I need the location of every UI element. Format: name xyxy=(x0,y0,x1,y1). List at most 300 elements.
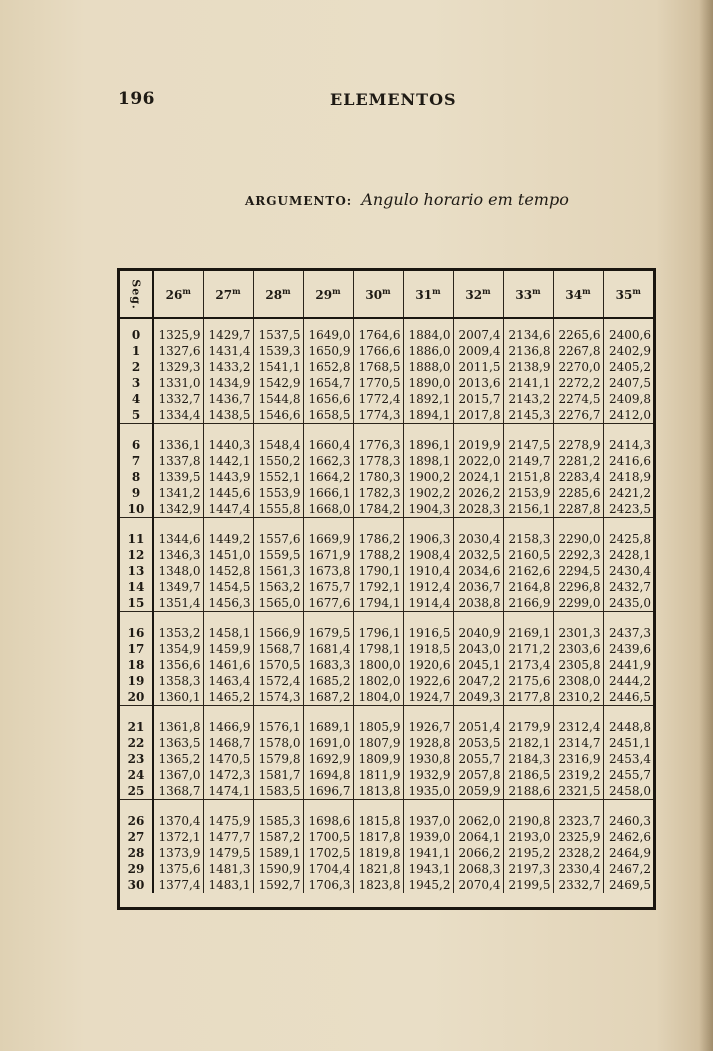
value-cell: 2464,9 xyxy=(609,846,651,860)
separator-cell xyxy=(453,706,503,720)
separator-cell xyxy=(153,318,203,327)
table-row xyxy=(120,813,653,829)
value-cell: 1941,1 xyxy=(403,845,453,861)
minute-header-number: 35 xyxy=(615,288,633,302)
value-cell: 1823,8 xyxy=(353,877,403,893)
value-cell: 1918,5 xyxy=(403,641,453,657)
value-cell: 2059,9 xyxy=(453,783,503,800)
value-cell: 2156,1 xyxy=(503,501,553,518)
value-cell: 1541,1 xyxy=(253,359,303,375)
seconds-cell: 6 xyxy=(120,437,153,453)
value-cell: 1461,6 xyxy=(203,657,253,673)
separator-cell xyxy=(353,612,403,626)
table-body xyxy=(120,318,653,893)
seconds-cell: 8 xyxy=(120,469,153,485)
value-cell: 2047,2 xyxy=(453,673,503,689)
value-cell: 1784,2 xyxy=(353,501,403,518)
table-row xyxy=(120,829,653,845)
value-cell: 1675,7 xyxy=(303,579,353,595)
value-cell: 1916,5 xyxy=(403,625,453,641)
value-cell: 1440,3 xyxy=(203,437,253,453)
value-cell: 2294,5 xyxy=(553,563,603,579)
table-row xyxy=(120,563,653,579)
value-cell: 2462,6 xyxy=(609,830,651,844)
value-cell: 2141,1 xyxy=(503,375,553,391)
value-cell: 1377,4 xyxy=(153,877,203,893)
value-cell: 1935,0 xyxy=(403,783,453,800)
table-row xyxy=(120,751,653,767)
value-cell: 2049,3 xyxy=(453,689,503,706)
value-cell: 1589,1 xyxy=(253,845,303,861)
value-cell: 1331,0 xyxy=(153,375,203,391)
value-cell: 1943,1 xyxy=(403,861,453,877)
value-cell: 2040,9 xyxy=(453,625,503,641)
value-cell: 1652,8 xyxy=(303,359,353,375)
value-cell: 2299,0 xyxy=(553,595,603,612)
value-cell: 2134,6 xyxy=(503,327,553,343)
value-cell: 2290,0 xyxy=(553,531,603,547)
separator-cell xyxy=(153,612,203,626)
value-cell: 2062,0 xyxy=(453,813,503,829)
value-cell: 1821,8 xyxy=(353,861,403,877)
value-cell: 1658,5 xyxy=(303,407,353,424)
value-cell: 2028,3 xyxy=(453,501,503,518)
value-cell: 1914,4 xyxy=(403,595,453,612)
value-cell: 1351,4 xyxy=(153,595,203,612)
seconds-cell: 23 xyxy=(120,751,153,767)
value-cell: 1544,8 xyxy=(253,391,303,407)
value-cell: 2158,3 xyxy=(503,531,553,547)
separator-cell xyxy=(403,424,453,438)
value-cell: 1786,2 xyxy=(353,531,403,547)
group-separator xyxy=(120,706,653,720)
value-cell: 2272,2 xyxy=(553,375,603,391)
value-cell: 1451,0 xyxy=(203,547,253,563)
value-cell: 2305,8 xyxy=(553,657,603,673)
separator-cell xyxy=(453,800,503,814)
value-cell: 1431,4 xyxy=(203,343,253,359)
value-cell: 1811,9 xyxy=(353,767,403,783)
value-cell: 1662,3 xyxy=(303,453,353,469)
value-cell: 1325,9 xyxy=(153,327,203,343)
value-cell: 1590,9 xyxy=(253,861,303,877)
value-cell: 2195,2 xyxy=(503,845,553,861)
running-title: ELEMENTOS xyxy=(330,90,457,109)
value-cell: 2285,6 xyxy=(553,485,603,501)
value-cell: 2015,7 xyxy=(453,391,503,407)
value-cell: 1367,0 xyxy=(153,767,203,783)
value-cell: 1327,6 xyxy=(153,343,203,359)
value-cell: 1668,0 xyxy=(303,501,353,518)
value-cell: 2416,6 xyxy=(609,454,651,468)
value-cell: 1704,4 xyxy=(303,861,353,877)
value-cell: 2151,8 xyxy=(503,469,553,485)
value-cell: 1433,2 xyxy=(203,359,253,375)
value-cell: 1920,6 xyxy=(403,657,453,673)
table-row xyxy=(120,861,653,877)
value-cell: 1353,2 xyxy=(153,625,203,641)
minute-column-header xyxy=(553,271,603,318)
value-cell: 1685,2 xyxy=(303,673,353,689)
group-separator xyxy=(120,800,653,814)
separator-cell xyxy=(120,318,153,327)
value-cell: 2469,5 xyxy=(609,878,651,892)
value-cell: 1788,2 xyxy=(353,547,403,563)
value-cell: 2439,6 xyxy=(609,642,651,656)
seconds-cell: 22 xyxy=(120,735,153,751)
seconds-cell: 12 xyxy=(120,547,153,563)
minute-column-header xyxy=(353,271,403,318)
separator-cell xyxy=(303,518,353,532)
hour-angle-table xyxy=(120,271,653,893)
separator-cell xyxy=(203,800,253,814)
value-cell: 2147,5 xyxy=(503,437,553,453)
value-cell: 1470,5 xyxy=(203,751,253,767)
value-cell: 2193,0 xyxy=(503,829,553,845)
separator-cell xyxy=(203,518,253,532)
value-cell: 1436,7 xyxy=(203,391,253,407)
seconds-column-header xyxy=(120,271,153,318)
table-row xyxy=(120,641,653,657)
value-cell: 2186,5 xyxy=(503,767,553,783)
value-cell: 2066,2 xyxy=(453,845,503,861)
value-cell: 1660,4 xyxy=(303,437,353,453)
minute-header-unit: m xyxy=(232,286,241,296)
value-cell: 1770,5 xyxy=(353,375,403,391)
seconds-cell: 13 xyxy=(120,563,153,579)
value-cell: 1900,2 xyxy=(403,469,453,485)
value-cell: 1700,5 xyxy=(303,829,353,845)
value-cell: 2467,2 xyxy=(609,862,651,876)
value-cell: 1766,6 xyxy=(353,343,403,359)
value-cell: 2458,0 xyxy=(609,784,651,798)
value-cell: 1656,6 xyxy=(303,391,353,407)
value-cell: 2330,4 xyxy=(553,861,603,877)
minute-header-number: 28 xyxy=(265,288,283,302)
value-cell: 1370,4 xyxy=(153,813,203,829)
value-cell: 2169,1 xyxy=(503,625,553,641)
separator-cell xyxy=(603,800,653,814)
page-number: 196 xyxy=(118,89,155,109)
value-cell: 2070,4 xyxy=(453,877,503,893)
value-cell: 2437,3 xyxy=(609,626,651,640)
value-cell: 1443,9 xyxy=(203,469,253,485)
table-row xyxy=(120,469,653,485)
seconds-cell: 27 xyxy=(120,829,153,845)
value-cell: 2019,9 xyxy=(453,437,503,453)
value-cell: 1898,1 xyxy=(403,453,453,469)
value-cell: 2068,3 xyxy=(453,861,503,877)
separator-cell xyxy=(403,612,453,626)
value-cell: 1449,2 xyxy=(203,531,253,547)
value-cell: 1561,3 xyxy=(253,563,303,579)
separator-cell xyxy=(353,800,403,814)
table-row xyxy=(120,437,653,453)
value-cell: 1368,7 xyxy=(153,783,203,800)
value-cell: 1930,8 xyxy=(403,751,453,767)
minute-header-unit: m xyxy=(582,286,591,296)
value-cell: 1483,1 xyxy=(203,877,253,893)
value-cell: 1539,3 xyxy=(253,343,303,359)
value-cell: 1912,4 xyxy=(403,579,453,595)
value-cell: 1334,4 xyxy=(153,407,203,424)
value-cell: 1790,1 xyxy=(353,563,403,579)
value-cell: 2405,2 xyxy=(609,360,651,374)
value-cell: 2057,8 xyxy=(453,767,503,783)
value-cell: 1664,2 xyxy=(303,469,353,485)
value-cell: 1356,6 xyxy=(153,657,203,673)
value-cell: 1458,1 xyxy=(203,625,253,641)
value-cell: 1782,3 xyxy=(353,485,403,501)
value-cell: 1892,1 xyxy=(403,391,453,407)
seconds-cell: 28 xyxy=(120,845,153,861)
value-cell: 2143,2 xyxy=(503,391,553,407)
value-cell: 1677,6 xyxy=(303,595,353,612)
separator-cell xyxy=(553,800,603,814)
value-cell: 1904,3 xyxy=(403,501,453,518)
value-cell: 1945,2 xyxy=(403,877,453,893)
minute-header-number: 30 xyxy=(365,288,383,302)
value-cell: 2160,5 xyxy=(503,547,553,563)
value-cell: 2455,7 xyxy=(609,768,651,782)
value-cell: 1587,2 xyxy=(253,829,303,845)
value-cell: 2453,4 xyxy=(609,752,651,766)
value-cell: 1683,3 xyxy=(303,657,353,673)
separator-cell xyxy=(253,518,303,532)
separator-cell xyxy=(153,706,203,720)
value-cell: 1583,5 xyxy=(253,783,303,800)
value-cell: 1459,9 xyxy=(203,641,253,657)
seconds-cell: 5 xyxy=(120,407,153,424)
value-cell: 1438,5 xyxy=(203,407,253,424)
value-cell: 2145,3 xyxy=(503,407,553,424)
value-cell: 1673,8 xyxy=(303,563,353,579)
value-cell: 1906,3 xyxy=(403,531,453,547)
table-row xyxy=(120,359,653,375)
value-cell: 1466,9 xyxy=(203,719,253,735)
minute-header-unit: m xyxy=(182,286,191,296)
value-cell: 1354,9 xyxy=(153,641,203,657)
value-cell: 1454,5 xyxy=(203,579,253,595)
value-cell: 2407,5 xyxy=(609,376,651,390)
value-cell: 1910,4 xyxy=(403,563,453,579)
table-row xyxy=(120,783,653,800)
value-cell: 1329,3 xyxy=(153,359,203,375)
value-cell: 1807,9 xyxy=(353,735,403,751)
separator-cell xyxy=(403,800,453,814)
separator-cell xyxy=(553,424,603,438)
minute-header-unit: m xyxy=(282,286,291,296)
separator-cell xyxy=(403,706,453,720)
table-row xyxy=(120,719,653,735)
value-cell: 1764,6 xyxy=(353,327,403,343)
value-cell: 1706,3 xyxy=(303,877,353,893)
value-cell: 1553,9 xyxy=(253,485,303,501)
value-cell: 1922,6 xyxy=(403,673,453,689)
value-cell: 2418,9 xyxy=(609,470,651,484)
value-cell: 1669,9 xyxy=(303,531,353,547)
value-cell: 1566,9 xyxy=(253,625,303,641)
seconds-cell: 26 xyxy=(120,813,153,829)
separator-cell xyxy=(120,424,153,438)
value-cell: 2301,3 xyxy=(553,625,603,641)
value-cell: 2053,5 xyxy=(453,735,503,751)
value-cell: 1798,1 xyxy=(353,641,403,657)
separator-cell xyxy=(203,424,253,438)
minute-column-header xyxy=(153,271,203,318)
value-cell: 1774,3 xyxy=(353,407,403,424)
group-separator xyxy=(120,518,653,532)
table-row xyxy=(120,343,653,359)
value-cell: 2013,6 xyxy=(453,375,503,391)
value-cell: 1888,0 xyxy=(403,359,453,375)
value-cell: 2425,8 xyxy=(609,532,651,546)
value-cell: 1429,7 xyxy=(203,327,253,343)
separator-cell xyxy=(603,612,653,626)
value-cell: 1890,0 xyxy=(403,375,453,391)
value-cell: 1813,8 xyxy=(353,783,403,800)
value-cell: 2421,2 xyxy=(609,486,651,500)
value-cell: 1902,2 xyxy=(403,485,453,501)
value-cell: 2017,8 xyxy=(453,407,503,424)
separator-cell xyxy=(503,518,553,532)
seconds-cell: 4 xyxy=(120,391,153,407)
value-cell: 1576,1 xyxy=(253,719,303,735)
seconds-cell: 11 xyxy=(120,531,153,547)
seconds-cell: 10 xyxy=(120,501,153,518)
value-cell: 1550,2 xyxy=(253,453,303,469)
value-cell: 1692,9 xyxy=(303,751,353,767)
value-cell: 1568,7 xyxy=(253,641,303,657)
table-row xyxy=(120,453,653,469)
value-cell: 1552,1 xyxy=(253,469,303,485)
separator-cell xyxy=(120,518,153,532)
value-cell: 1592,7 xyxy=(253,877,303,893)
value-cell: 1447,4 xyxy=(203,501,253,518)
separator-cell xyxy=(503,424,553,438)
seconds-header-label: Seg. xyxy=(129,279,143,310)
value-cell: 1542,9 xyxy=(253,375,303,391)
value-cell: 1679,5 xyxy=(303,625,353,641)
value-cell: 2296,8 xyxy=(553,579,603,595)
argument-text: Angulo horario em tempo xyxy=(361,190,569,209)
value-cell: 1339,5 xyxy=(153,469,203,485)
value-cell: 1702,5 xyxy=(303,845,353,861)
value-cell: 1456,3 xyxy=(203,595,253,612)
minute-column-header xyxy=(403,271,453,318)
minute-column-header xyxy=(203,271,253,318)
value-cell: 1579,8 xyxy=(253,751,303,767)
value-cell: 1548,4 xyxy=(253,437,303,453)
table-row xyxy=(120,767,653,783)
value-cell: 1926,7 xyxy=(403,719,453,735)
value-cell: 2323,7 xyxy=(553,813,603,829)
value-cell: 1884,0 xyxy=(403,327,453,343)
value-cell: 1477,7 xyxy=(203,829,253,845)
separator-cell xyxy=(120,706,153,720)
minute-column-header xyxy=(503,271,553,318)
value-cell: 1778,3 xyxy=(353,453,403,469)
value-cell: 2278,9 xyxy=(553,437,603,453)
value-cell: 2281,2 xyxy=(553,453,603,469)
table-row xyxy=(120,657,653,673)
value-cell: 2179,9 xyxy=(503,719,553,735)
separator-cell xyxy=(603,424,653,438)
value-cell: 1772,4 xyxy=(353,391,403,407)
page-edge-shadow xyxy=(699,0,713,1051)
value-cell: 1474,1 xyxy=(203,783,253,800)
group-separator xyxy=(120,612,653,626)
separator-cell xyxy=(120,800,153,814)
separator-cell xyxy=(403,318,453,327)
value-cell: 2448,8 xyxy=(609,720,651,734)
separator-cell xyxy=(253,706,303,720)
seconds-cell: 14 xyxy=(120,579,153,595)
value-cell: 1375,6 xyxy=(153,861,203,877)
value-cell: 2034,6 xyxy=(453,563,503,579)
value-cell: 2184,3 xyxy=(503,751,553,767)
table-row xyxy=(120,877,653,893)
table-frame xyxy=(117,268,656,910)
value-cell: 1341,2 xyxy=(153,485,203,501)
value-cell: 1555,8 xyxy=(253,501,303,518)
value-cell: 2265,6 xyxy=(553,327,603,343)
minute-header-number: 32 xyxy=(465,288,483,302)
value-cell: 2414,3 xyxy=(609,438,651,452)
value-cell: 1348,0 xyxy=(153,563,203,579)
minute-header-number: 34 xyxy=(565,288,583,302)
separator-cell xyxy=(403,518,453,532)
value-cell: 1442,1 xyxy=(203,453,253,469)
value-cell: 1800,0 xyxy=(353,657,403,673)
value-cell: 1696,7 xyxy=(303,783,353,800)
value-cell: 1896,1 xyxy=(403,437,453,453)
separator-cell xyxy=(203,318,253,327)
value-cell: 2400,6 xyxy=(609,328,651,342)
value-cell: 1563,2 xyxy=(253,579,303,595)
minute-column-header xyxy=(603,271,653,318)
table-row xyxy=(120,689,653,706)
value-cell: 2283,4 xyxy=(553,469,603,485)
value-cell: 1373,9 xyxy=(153,845,203,861)
value-cell: 1939,0 xyxy=(403,829,453,845)
value-cell: 1574,3 xyxy=(253,689,303,706)
value-cell: 1768,5 xyxy=(353,359,403,375)
value-cell: 2444,2 xyxy=(609,674,651,688)
minute-column-header xyxy=(303,271,353,318)
value-cell: 1815,8 xyxy=(353,813,403,829)
seconds-cell: 3 xyxy=(120,375,153,391)
minute-header-unit: m xyxy=(432,286,441,296)
seconds-cell: 9 xyxy=(120,485,153,501)
table-caption xyxy=(245,190,569,209)
value-cell: 1817,8 xyxy=(353,829,403,845)
value-cell: 2162,6 xyxy=(503,563,553,579)
separator-cell xyxy=(353,424,403,438)
value-cell: 1434,9 xyxy=(203,375,253,391)
value-cell: 1572,4 xyxy=(253,673,303,689)
separator-cell xyxy=(253,612,303,626)
value-cell: 2319,2 xyxy=(553,767,603,783)
value-cell: 1937,0 xyxy=(403,813,453,829)
value-cell: 2182,1 xyxy=(503,735,553,751)
separator-cell xyxy=(453,518,503,532)
minute-header-unit: m xyxy=(332,286,341,296)
value-cell: 1819,8 xyxy=(353,845,403,861)
table-row xyxy=(120,845,653,861)
seconds-cell: 18 xyxy=(120,657,153,673)
value-cell: 2292,3 xyxy=(553,547,603,563)
